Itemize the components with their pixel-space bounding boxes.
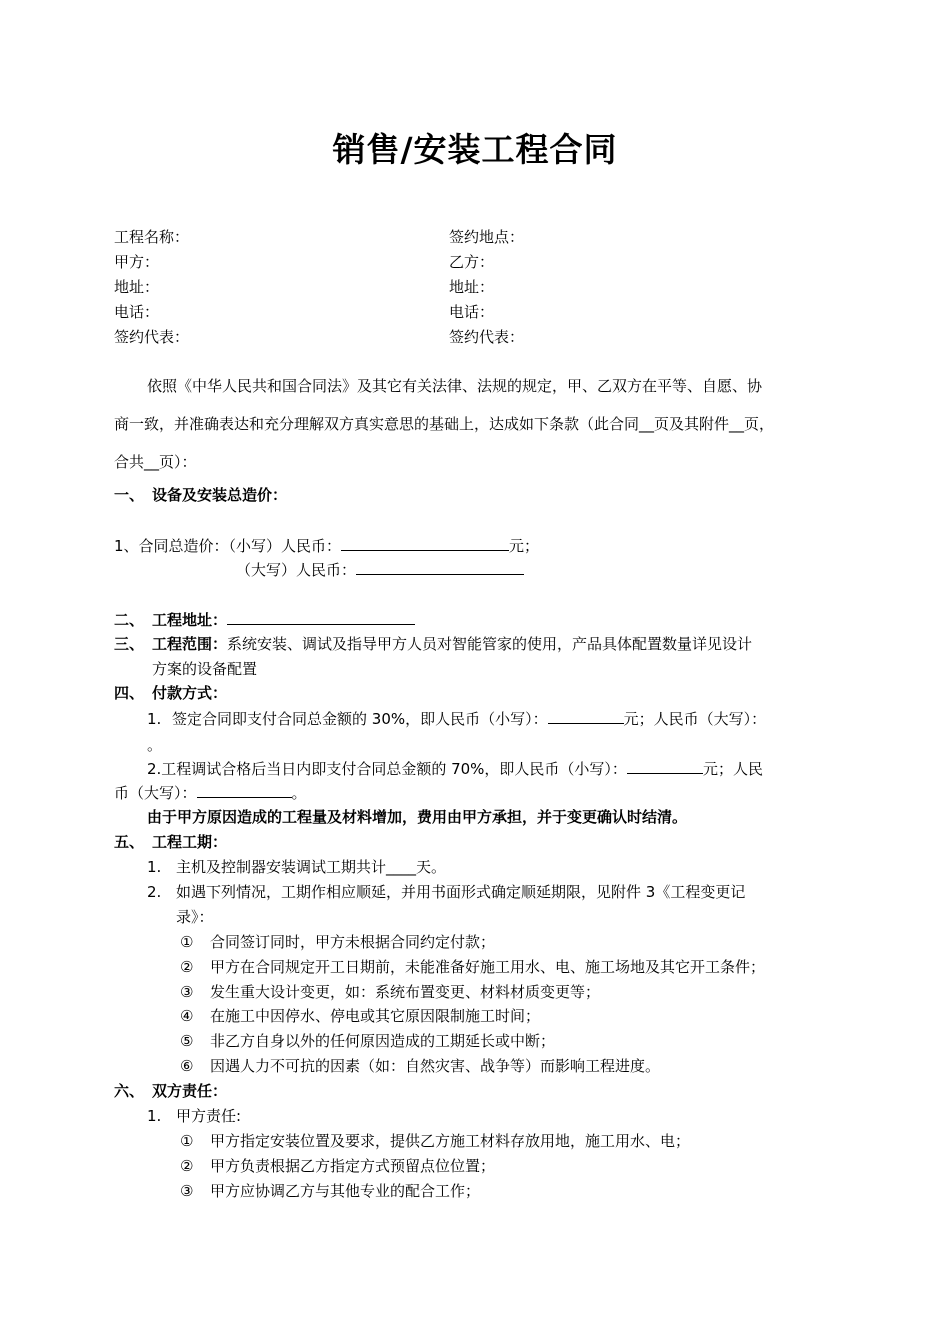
section-4-title: 付款方式：	[152, 684, 228, 702]
delay-condition-2-mark: ②	[180, 958, 194, 976]
preamble-line-3: 合共__页）：	[114, 453, 197, 471]
payment-note: 由于甲方原因造成的工程量及材料增加，费用由甲方承担，并于变更确认时结清。	[147, 808, 688, 826]
preamble-line-2: 商一致，并准确表达和充分理解双方真实意思的基础上，达成如下条款（此合同__页及其附件__页，	[114, 415, 775, 433]
payment-2-text-b: 元；人民	[702, 760, 763, 778]
delay-condition-6	[180, 1056, 660, 1076]
schedule-item-1	[147, 857, 446, 877]
section-4-number: 四、	[114, 684, 145, 702]
delay-condition-3-text: 发生重大设计变更，如：系统布置变更、材料材质变更等；	[210, 983, 601, 1001]
total-price-lowercase-unit: 元；	[509, 537, 540, 555]
delay-condition-5-mark: ⑤	[180, 1032, 194, 1050]
payment-2	[147, 758, 763, 779]
document-title: 销售/安装工程合同	[332, 130, 618, 169]
delay-condition-4	[180, 1006, 540, 1026]
field-party-a: 甲方：	[114, 253, 160, 271]
section-5-heading	[114, 832, 227, 852]
total-price-uppercase-blank	[356, 559, 524, 575]
section-2-heading	[114, 609, 415, 630]
party-a-duty-2-mark: ②	[180, 1157, 194, 1175]
section-3-text-2: 方案的设备配置	[152, 660, 258, 678]
total-price-uppercase-label: （大写）人民币：	[236, 561, 357, 579]
payment-2-lowercase-blank	[627, 758, 703, 774]
party-a-duty-2-text: 甲方负责根据乙方指定方式预留点位位置；	[210, 1157, 496, 1175]
section-5-number: 五、	[114, 833, 145, 851]
section-3-title: 工程范围：	[152, 635, 228, 653]
field-rep-a: 签约代表：	[114, 328, 190, 346]
party-a-duty-3-mark: ③	[180, 1182, 194, 1200]
total-price-lowercase-label: 1、合同总造价：（小写）人民币：	[114, 537, 342, 555]
schedule-item-2-cont: 录》：	[176, 908, 214, 926]
section-3-number: 三、	[114, 635, 145, 653]
schedule-item-2	[147, 882, 745, 902]
responsibility-item-1-text: 甲方责任:	[176, 1107, 242, 1125]
party-a-duty-1-mark: ①	[180, 1132, 194, 1150]
delay-condition-3-mark: ③	[180, 983, 194, 1001]
section-6-heading	[114, 1081, 227, 1101]
schedule-item-1-text: 主机及控制器安装调试工期共计____天。	[176, 858, 447, 876]
delay-condition-2-text: 甲方在合同规定开工日期前，未能准备好施工用水、电、施工场地及其它开工条件；	[210, 958, 766, 976]
project-address-blank	[227, 609, 415, 625]
payment-2-text-c: 币（大写）：	[114, 784, 197, 802]
delay-condition-3	[180, 982, 600, 1002]
field-address-a: 地址：	[114, 278, 160, 296]
payment-2-uppercase-blank	[197, 782, 292, 798]
payment-1-end: 。	[147, 736, 163, 754]
delay-condition-5-text: 非乙方自身以外的任何原因造成的工期延长或中断；	[210, 1032, 556, 1050]
delay-condition-1-mark: ①	[180, 933, 194, 951]
responsibility-item-1-number: 1.	[147, 1107, 162, 1125]
field-address-b: 地址：	[449, 278, 495, 296]
total-price-lowercase	[114, 535, 539, 556]
field-project-name: 工程名称：	[114, 228, 190, 246]
schedule-item-2-text: 如遇下列情况，工期作相应顺延，并用书面形式确定顺延期限，见附件 3《工程变更记	[176, 883, 746, 901]
payment-2-cont	[114, 782, 307, 803]
delay-condition-1	[180, 932, 495, 952]
delay-condition-6-text: 因遇人力不可抗的因素（如：自然灾害、战争等）而影响工程进度。	[210, 1057, 661, 1075]
section-3-text-1: 系统安装、调试及指导甲方人员对智能管家的使用，产品具体配置数量详见设计	[227, 635, 753, 653]
schedule-item-2-number: 2.	[147, 883, 162, 901]
payment-2-end: 。	[291, 784, 307, 802]
section-2-number: 二、	[114, 611, 145, 629]
section-6-title: 双方责任：	[152, 1082, 228, 1100]
responsibility-item-1	[147, 1106, 241, 1126]
section-1-number: 一、	[114, 486, 145, 504]
total-price-uppercase	[236, 559, 524, 580]
delay-condition-2	[180, 957, 765, 977]
total-price-lowercase-blank	[341, 535, 509, 551]
payment-1-text-b: 元；人民币（大写）：	[623, 710, 767, 728]
schedule-item-1-number: 1.	[147, 858, 162, 876]
field-party-b: 乙方：	[449, 253, 495, 271]
section-2-title: 工程地址：	[152, 611, 228, 629]
delay-condition-4-mark: ④	[180, 1007, 194, 1025]
delay-condition-4-text: 在施工中因停水、停电或其它原因限制施工时间；	[210, 1007, 541, 1025]
section-6-number: 六、	[114, 1082, 145, 1100]
payment-2-text: 2.工程调试合格后当日内即支付合同总金额的 70%，即人民币（小写）：	[147, 760, 627, 778]
party-a-duty-3-text: 甲方应协调乙方与其他专业的配合工作；	[210, 1182, 481, 1200]
delay-condition-5	[180, 1031, 555, 1051]
section-5-title: 工程工期：	[152, 833, 228, 851]
delay-condition-1-text: 合同签订同时，甲方未根据合同约定付款；	[210, 933, 496, 951]
section-4-heading	[114, 683, 227, 703]
section-1-title: 设备及安装总造价：	[152, 486, 288, 504]
payment-1-text: 签定合同即支付合同总金额的 30%，即人民币（小写）：	[172, 710, 548, 728]
field-phone-a: 电话：	[114, 303, 160, 321]
field-signing-place: 签约地点：	[449, 228, 525, 246]
delay-condition-6-mark: ⑥	[180, 1057, 194, 1075]
field-phone-b: 电话：	[449, 303, 495, 321]
section-1-heading	[114, 485, 287, 505]
payment-1	[147, 708, 766, 729]
section-3-heading	[114, 634, 752, 654]
party-a-duty-1-text: 甲方指定安装位置及要求，提供乙方施工材料存放用地，施工用水、电；	[210, 1132, 691, 1150]
payment-1-number: 1.	[147, 710, 162, 728]
field-rep-b: 签约代表：	[449, 328, 525, 346]
preamble-line-1: 依照《中华人民共和国合同法》及其它有关法律、法规的规定，甲、乙双方在平等、自愿、协	[147, 377, 763, 395]
party-a-duty-3	[180, 1181, 480, 1201]
party-a-duty-2	[180, 1156, 495, 1176]
party-a-duty-1	[180, 1131, 690, 1151]
payment-1-lowercase-blank	[548, 708, 624, 724]
